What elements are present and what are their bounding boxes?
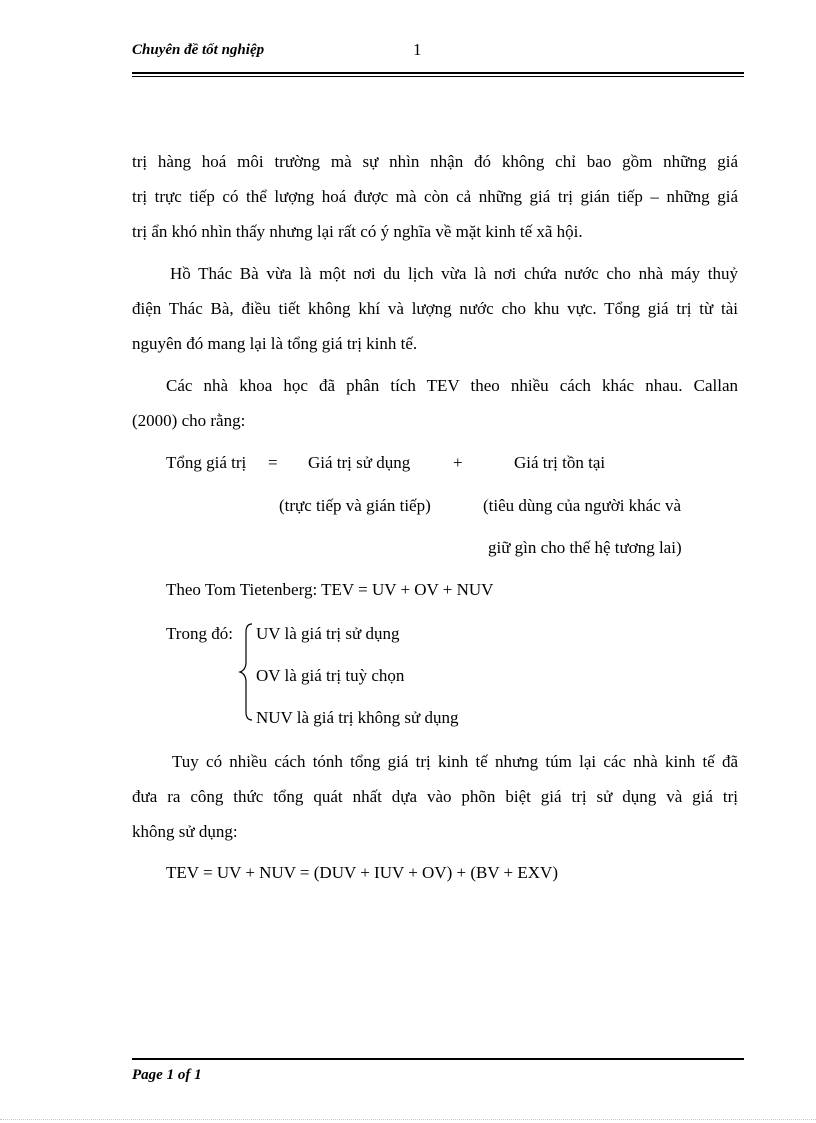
- formula1-term2: Giá trị tồn tại: [514, 453, 606, 472]
- header-rule-top: [132, 72, 744, 74]
- paragraph-3-line-1: Các nhà khoa học đã phân tích TEV theo nhiều cách khác nhau. Callan: [166, 376, 738, 395]
- paragraph-2-line-3: nguyên đó mang lại là tổng giá trị kinh tế.: [132, 334, 418, 353]
- formula1-term1: Giá trị sử dụng: [308, 453, 411, 472]
- paragraph-1-line-2: trị trực tiếp có thể lượng hoá được mà còn cả những giá trị gián tiếp – những giá: [132, 187, 738, 206]
- paragraph-1-line-1: trị hàng hoá môi trường mà sự nhìn nhận đó không chỉ bao gồm những giá: [132, 152, 738, 171]
- where-label: Trong đó:: [166, 624, 233, 643]
- formula1-equals: =: [268, 453, 278, 472]
- paragraph-3-line-2: (2000) cho rằng:: [132, 411, 246, 430]
- formula1-plus: +: [453, 453, 463, 472]
- paragraph-4-line-1: Tuy có nhiều cách tónh tổng giá trị kinh tế nhưng túm lại các nhà kinh tế đã: [172, 752, 738, 771]
- footer-rule: [132, 1058, 744, 1060]
- where-item-nuv: NUV là giá trị không sử dụng: [256, 708, 459, 727]
- paragraph-2-line-1: Hồ Thác Bà vừa là một nơi du lịch vừa là nơi chứa nước cho nhà máy thuỷ: [170, 264, 738, 283]
- header-title: Chuyên đề tốt nghiệp: [132, 42, 265, 58]
- formula1-lhs: Tổng giá trị: [166, 453, 247, 472]
- formula2: Theo Tom Tietenberg: TEV = UV + OV + NUV: [166, 580, 494, 599]
- paragraph-4-line-3: không sử dụng:: [132, 822, 238, 841]
- formula1-term1-note: (trực tiếp và gián tiếp): [279, 496, 431, 515]
- formula1-term2-note-line2: giữ gìn cho thế hệ tương lai): [488, 538, 682, 557]
- paragraph-2-line-2: điện Thác Bà, điều tiết không khí và lượng nước cho khu vực. Tổng giá trị từ tài: [132, 299, 738, 318]
- curly-brace-icon: [236, 622, 256, 722]
- header-page-number: 1: [413, 40, 422, 59]
- footer-page-label: Page 1 of 1: [132, 1067, 202, 1083]
- formula1-term2-note-line1: (tiêu dùng của người khác và: [483, 496, 682, 515]
- header-rule-bottom: [132, 76, 744, 77]
- paragraph-4-line-2: đưa ra công thức tổng quát nhất dựa vào phõn biệt giá trị sử dụng và giá trị: [132, 787, 738, 806]
- where-item-uv: UV là giá trị sử dụng: [256, 624, 400, 643]
- formula3: TEV = UV + NUV = (DUV + IUV + OV) + (BV + EXV): [166, 863, 558, 882]
- page-bottom-dotted-line: [0, 1119, 816, 1120]
- where-item-ov: OV là giá trị tuỳ chọn: [256, 666, 405, 685]
- paragraph-1-line-3: trị ẩn khó nhìn thấy nhưng lại rất có ý nghĩa về mặt kinh tế xã hội.: [132, 222, 583, 241]
